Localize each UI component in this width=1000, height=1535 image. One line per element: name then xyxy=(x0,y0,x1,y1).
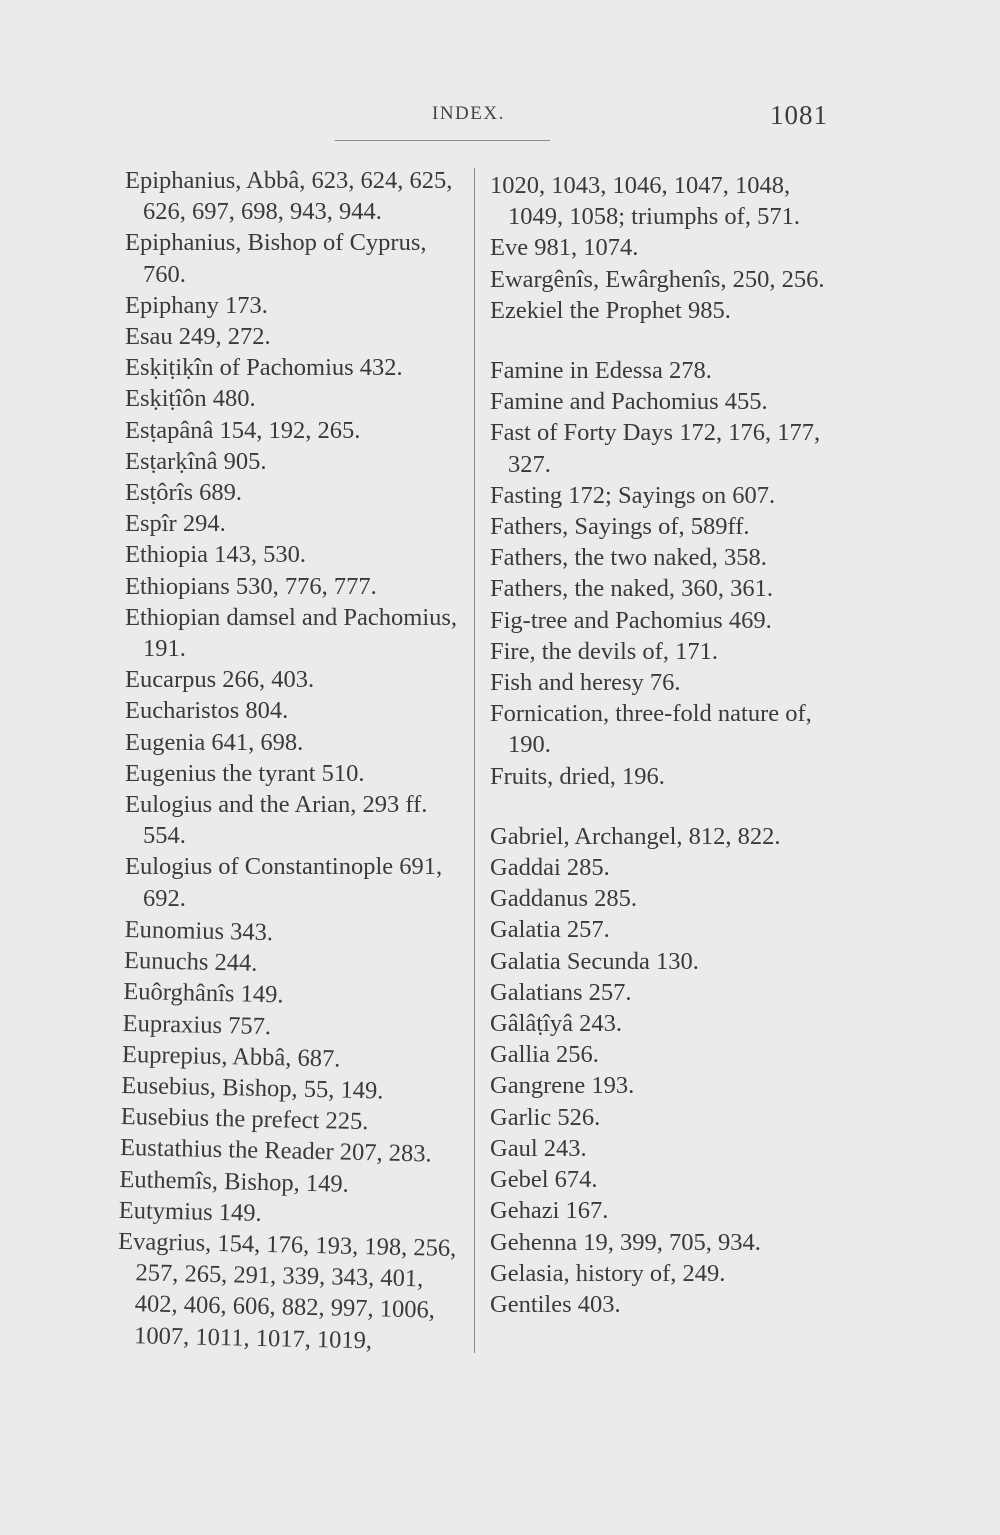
index-entry: Eve 981, 1074. xyxy=(490,234,639,262)
index-entry: Gangrene 193. xyxy=(490,1072,635,1100)
index-entry: Esḳiṭîôn 480. xyxy=(125,385,256,413)
index-entry: Fathers, the naked, 360, 361. xyxy=(490,575,774,603)
index-entry: Galatia 257. xyxy=(490,916,610,944)
index-entry: Euprepius, Abbâ, 687. xyxy=(121,1040,341,1073)
curved-text-block xyxy=(116,914,470,1358)
index-entry: Fathers, Sayings of, 589ff. xyxy=(490,513,750,541)
index-entry: Esṭarḳînâ 905. xyxy=(125,447,267,475)
index-entry: Gâlâṭîyâ 243. xyxy=(490,1010,622,1038)
index-entry: Fornication, three-fold nature of, 190. xyxy=(490,700,812,759)
index-entry: Eunuchs 244. xyxy=(123,947,258,977)
index-entry: Eucharistos 804. xyxy=(125,697,289,725)
index-entry: Esṭôrîs 689. xyxy=(125,479,243,507)
index-entry: Ethiopia 143, 530. xyxy=(125,541,307,569)
index-entry: Esṭapânâ 154, 192, 265. xyxy=(125,416,361,444)
index-entry: Ethiopian damsel and Pachomius, 191. xyxy=(125,603,458,663)
index-entry: Esḳiṭiḳîn of Pachomius 432. xyxy=(125,354,403,382)
index-entry: Gabriel, Archangel, 812, 822. xyxy=(490,822,781,850)
index-entry: Eutymius 149. xyxy=(118,1196,262,1227)
index-entry: Eunomius 343. xyxy=(124,915,274,946)
index-entry: Euôrghânîs 149. xyxy=(123,978,284,1009)
index-entry: Galatia Secunda 130. xyxy=(490,947,699,975)
index-entry: Ewargênîs, Ewârghenîs, 250, 256. xyxy=(490,265,825,293)
index-entry: Eugenius the tyrant 510. xyxy=(125,759,365,787)
index-entry: Esau 249, 272. xyxy=(125,323,271,351)
index-entry: Fire, the devils of, 171. xyxy=(490,637,718,665)
index-entry: Ezekiel the Prophet 985. xyxy=(490,296,731,324)
index-entry: Garlic 526. xyxy=(490,1103,601,1131)
running-header-title: INDEX. xyxy=(432,103,505,124)
index-entry: Eucarpus 266, 403. xyxy=(125,666,315,694)
column-divider xyxy=(474,168,475,1353)
index-entry: Eusebius, Bishop, 55, 149. xyxy=(121,1071,384,1105)
right-index-column xyxy=(490,170,840,1320)
index-entry: Euthemîs, Bishop, 149. xyxy=(119,1165,350,1198)
index-entry: Gaul 243. xyxy=(490,1134,587,1162)
index-entry: Espîr 294. xyxy=(125,510,226,538)
index-entry: Fruits, dried, 196. xyxy=(490,762,665,790)
index-entry: Eustathius the Reader 207, 283. xyxy=(119,1134,432,1168)
header-rule xyxy=(335,140,550,141)
left-index-column xyxy=(117,165,470,1354)
index-entry: Ethiopians 530, 776, 777. xyxy=(125,572,377,600)
index-entry: Eusebius the prefect 225. xyxy=(120,1103,369,1136)
index-entry: Gebel 674. xyxy=(490,1166,598,1194)
index-entry: Famine and Pachomius 455. xyxy=(490,388,768,416)
page-number: 1081 xyxy=(770,100,828,130)
index-entry: Fast of Forty Days 172, 176, 177, 327. xyxy=(490,419,821,478)
index-entry: Gehazi 167. xyxy=(490,1197,609,1225)
index-entry: Gaddai 285. xyxy=(490,854,610,882)
index-entry: Gallia 256. xyxy=(490,1041,599,1069)
index-entry: Gentiles 403. xyxy=(490,1290,621,1318)
index-entry: 1020, 1043, 1046, 1047, 1048, 1049, 1058; triumphs of, 571. xyxy=(490,172,800,231)
index-entry: Gehenna 19, 399, 705, 934. xyxy=(490,1228,761,1256)
index-entry: Fish and heresy 76. xyxy=(490,669,681,697)
index-entry: Fasting 172; Sayings on 607. xyxy=(490,481,776,509)
index-entry: Eugenia 641, 698. xyxy=(125,728,304,756)
index-entry: Gelasia, history of, 249. xyxy=(490,1259,726,1287)
index-entry: Fig-tree and Pachomius 469. xyxy=(490,606,772,634)
index-entry: Epiphanius, Abbâ, 623, 624, 625, 626, 697, 698, 943, 944. xyxy=(125,167,453,226)
index-entry: Galatians 257. xyxy=(490,978,632,1006)
index-entry: Eupraxius 757. xyxy=(122,1009,272,1040)
index-entry: Eulogius and the Arian, 293 ff. 554. xyxy=(125,791,428,850)
index-entry: Fathers, the two naked, 358. xyxy=(490,544,767,572)
index-entry: Epiphany 173. xyxy=(125,291,268,319)
index-entry: Eulogius of Constantinople 691, 692. xyxy=(125,853,443,912)
index-entry: Evagrius, 154, 176, 193, 198, 256, 257, 265, 291, 339, 343, 401, 402, 406, 606, 882, 997, 1006, 1007, 1011, 1017, 1019, xyxy=(117,1227,457,1354)
index-entry: Famine in Edessa 278. xyxy=(490,357,712,385)
index-entry: Gaddanus 285. xyxy=(490,885,637,913)
index-entry: Epiphanius, Bishop of Cyprus, 760. xyxy=(125,229,427,288)
